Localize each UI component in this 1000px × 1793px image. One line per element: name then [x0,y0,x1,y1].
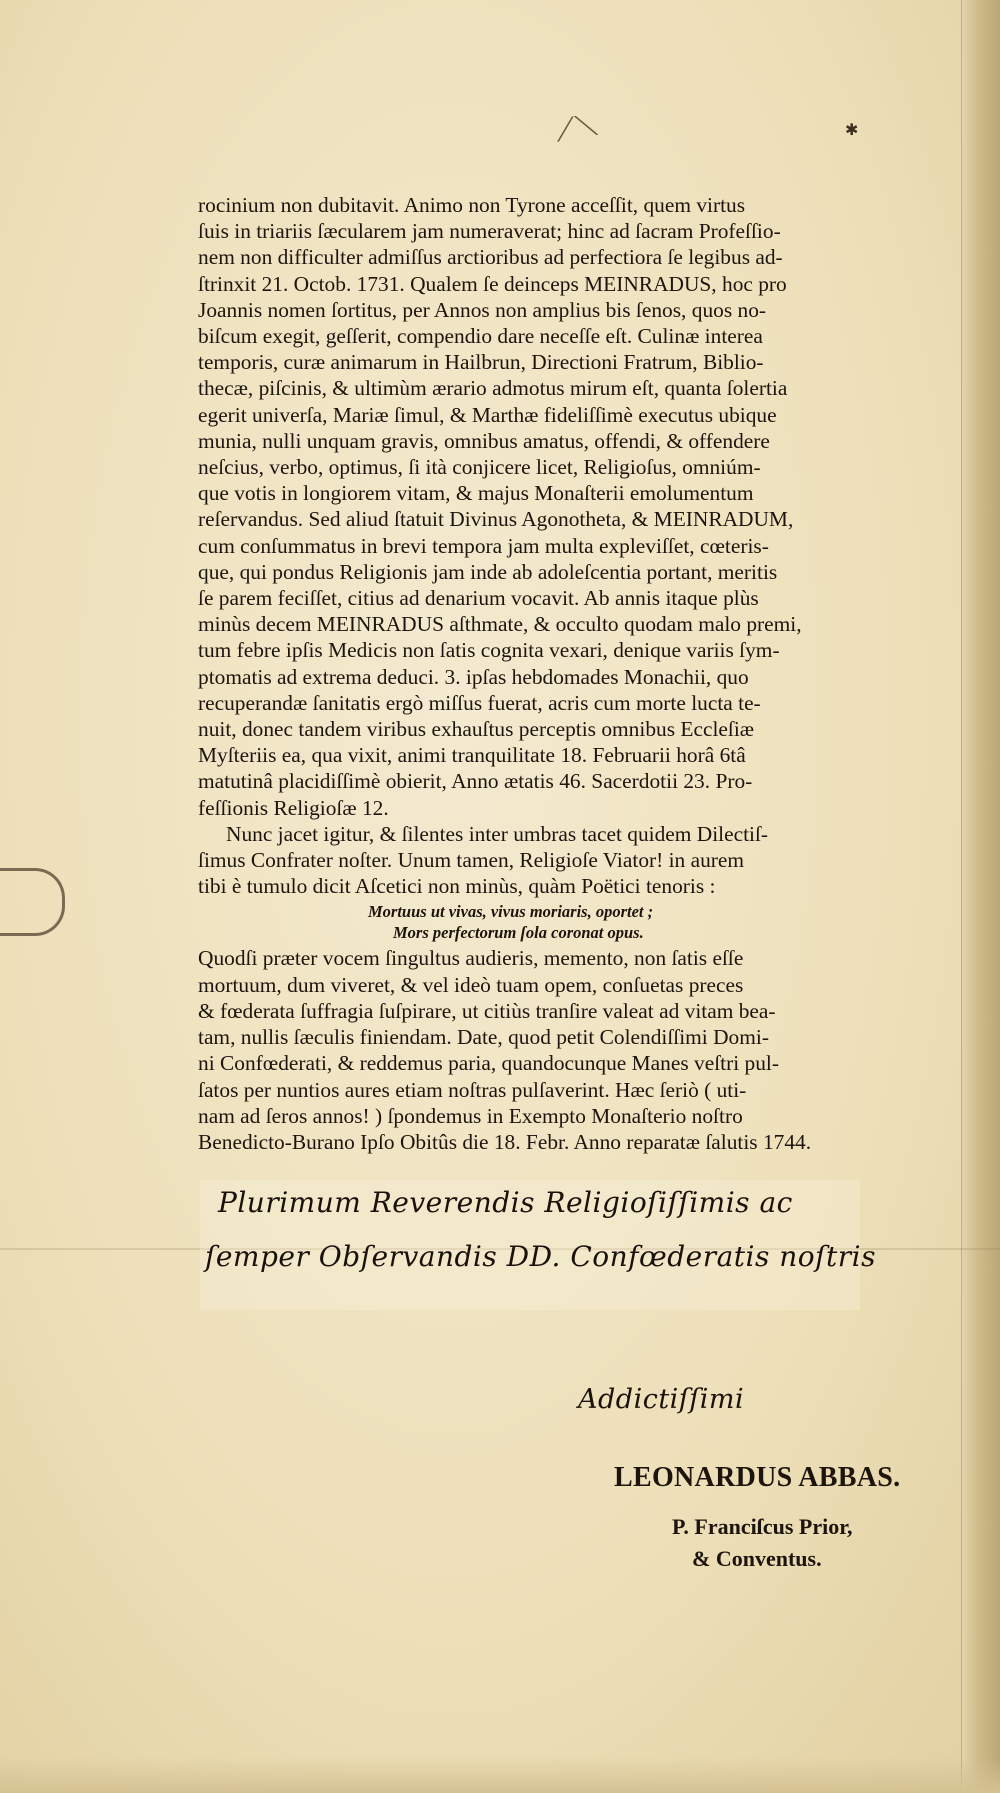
text-line: neſcius, verbo, optimus, ſi ità conjicere licet, Religioſus, omniúm- [198,455,761,480]
text-line: ſimus Confrater noſter. Unum tamen, Religioſe Viator! in aurem [198,848,745,873]
text-line: minùs decem MEINRADUS aſthmate, & occulto quodam malo premi, [198,612,802,637]
ornament-icon: ⟋⟍ [552,108,600,149]
text-line: Nunc jacet igitur, & ſilentes inter umbras tacet quidem Dilectiſ- [226,821,769,846]
text-line: recuperandæ ſanitatis ergò miſſus fuerat, acris cum morte lucta te- [198,690,761,715]
page-edge-right [961,0,1000,1793]
handwritten-closing: Addictiſſimi [578,1384,745,1415]
text-line: nam ad ſeros annos! ) ſpondemus in Exempto Monaſterio noſtro [198,1103,743,1128]
text-line: cum conſummatus in brevi tempora jam multa expleviſſet, cœteris- [198,533,769,558]
text-line: ſuis in triariis ſæcularem jam numeraverat; hinc ad ſacram Profeſſio- [198,219,781,244]
text-line: temporis, curæ animarum in Hailbrun, Directioni Fratrum, Biblio- [198,350,764,375]
paragraph-2 [198,821,940,900]
verse-line-2: Mors perfectorum ſola coronat opus. [393,923,644,943]
verse-quote [198,901,940,943]
text-line: ni Confœderati, & reddemus paria, quandocunque Manes veſtri pul- [198,1051,779,1076]
text-line: ſe parem feciſſet, citius ad denarium vocavit. Ab annis itaque plùs [198,586,759,611]
paragraph-1 [198,192,940,821]
handwritten-line-1: Plurimum Reverendis Religioſiſſimis ac [218,1186,793,1219]
text-line: tum febre ipſis Medicis non ſatis cognita vexari, denique variis ſym- [198,638,780,663]
text-line: thecæ, piſcinis, & ultimùm ærario admotus mirum eſt, quanta ſolertia [198,376,788,401]
text-line: munia, nulli unquam gravis, omnibus amatus, offendi, & offendere [198,428,770,453]
page-edge-bottom [0,1757,1000,1793]
text-line: Myſteriis ea, qua vixit, animi tranquilitate 18. Februarii horâ 6tâ [198,743,746,768]
signatory-abbot: LEONARDUS ABBAS. [614,1462,901,1493]
text-line: ſatos per nuntios aures etiam noſtras pulſaverint. Hæc ſeriò ( uti- [198,1077,747,1102]
text-line: mortuum, dum viveret, & vel ideò tuam opem, conſuetas preces [198,972,744,997]
text-line: matutinâ placidiſſimè obierit, Anno ætatis 46. Sacerdotii 23. Pro- [198,769,753,794]
signatory-convent: & Conventus. [692,1546,822,1571]
text-line: que votis in longiorem vitam, & majus Monaſterii emolumentum [198,481,754,506]
text-line: tibi è tumulo dicit Aſcetici non minùs, quàm Poëtici tenoris : [198,874,716,899]
paper-clip-icon [0,868,65,936]
body-text [198,192,940,1155]
signatory-prior: P. Franciſcus Prior, [672,1514,853,1539]
text-line: Joannis nomen ſortitus, per Annos non amplius bis ſenos, quos no- [198,297,767,322]
text-line: biſcum exegit, geſſerit, compendio dare neceſſe eſt. Culinæ interea [198,324,763,349]
text-line: ptomatis ad extrema deduci. 3. ipſas hebdomades Monachii, quo [198,664,749,689]
text-line: rocinium non dubitavit. Animo non Tyrone acceſſit, quem virtus [198,193,746,217]
text-line: Quodſi præter vocem ſingultus audieris, memento, non ſatis eſſe [198,946,744,971]
text-line: reſervandus. Sed aliud ſtatuit Divinus Agonotheta, & MEINRADUM, [198,507,794,532]
text-line: & fœderata ſuffragia ſuſpirare, ut citiùs tranſire valeat ad vitam bea- [198,998,776,1023]
verse-line-1: Mortuus ut vivas, vivus moriaris, oportet ; [368,902,654,922]
text-line: ſtrinxit 21. Octob. 1731. Qualem ſe deinceps MEINRADUS, hoc pro [198,271,787,296]
text-line: nem non difficulter admiſſus arctioribus ad perfectiora ſe legibus ad- [198,245,783,270]
ornament-mark-icon: ✱ [845,122,859,139]
text-line: egerit univerſa, Mariæ ſimul, & Marthæ fideliſſimè executus ubique [198,402,777,427]
text-line: nuit, donec tandem viribus exhauſtus perceptis omnibus Eccleſiæ [198,717,755,742]
handwritten-line-2: ſemper Obſervandis DD. Confœderatis noſtris [205,1240,876,1273]
text-line: tam, nullis ſæculis finiendam. Date, quod petit Colendiſſimi Domi- [198,1025,769,1050]
text-line: Benedicto-Burano Ipſo Obitûs die 18. Febr. Anno reparatæ ſalutis 1744. [198,1129,812,1154]
text-line: que, qui pondus Religionis jam inde ab adoleſcentia portant, meritis [198,559,778,584]
paragraph-3 [198,945,940,1155]
text-line: feſſionis Religioſæ 12. [198,795,389,820]
